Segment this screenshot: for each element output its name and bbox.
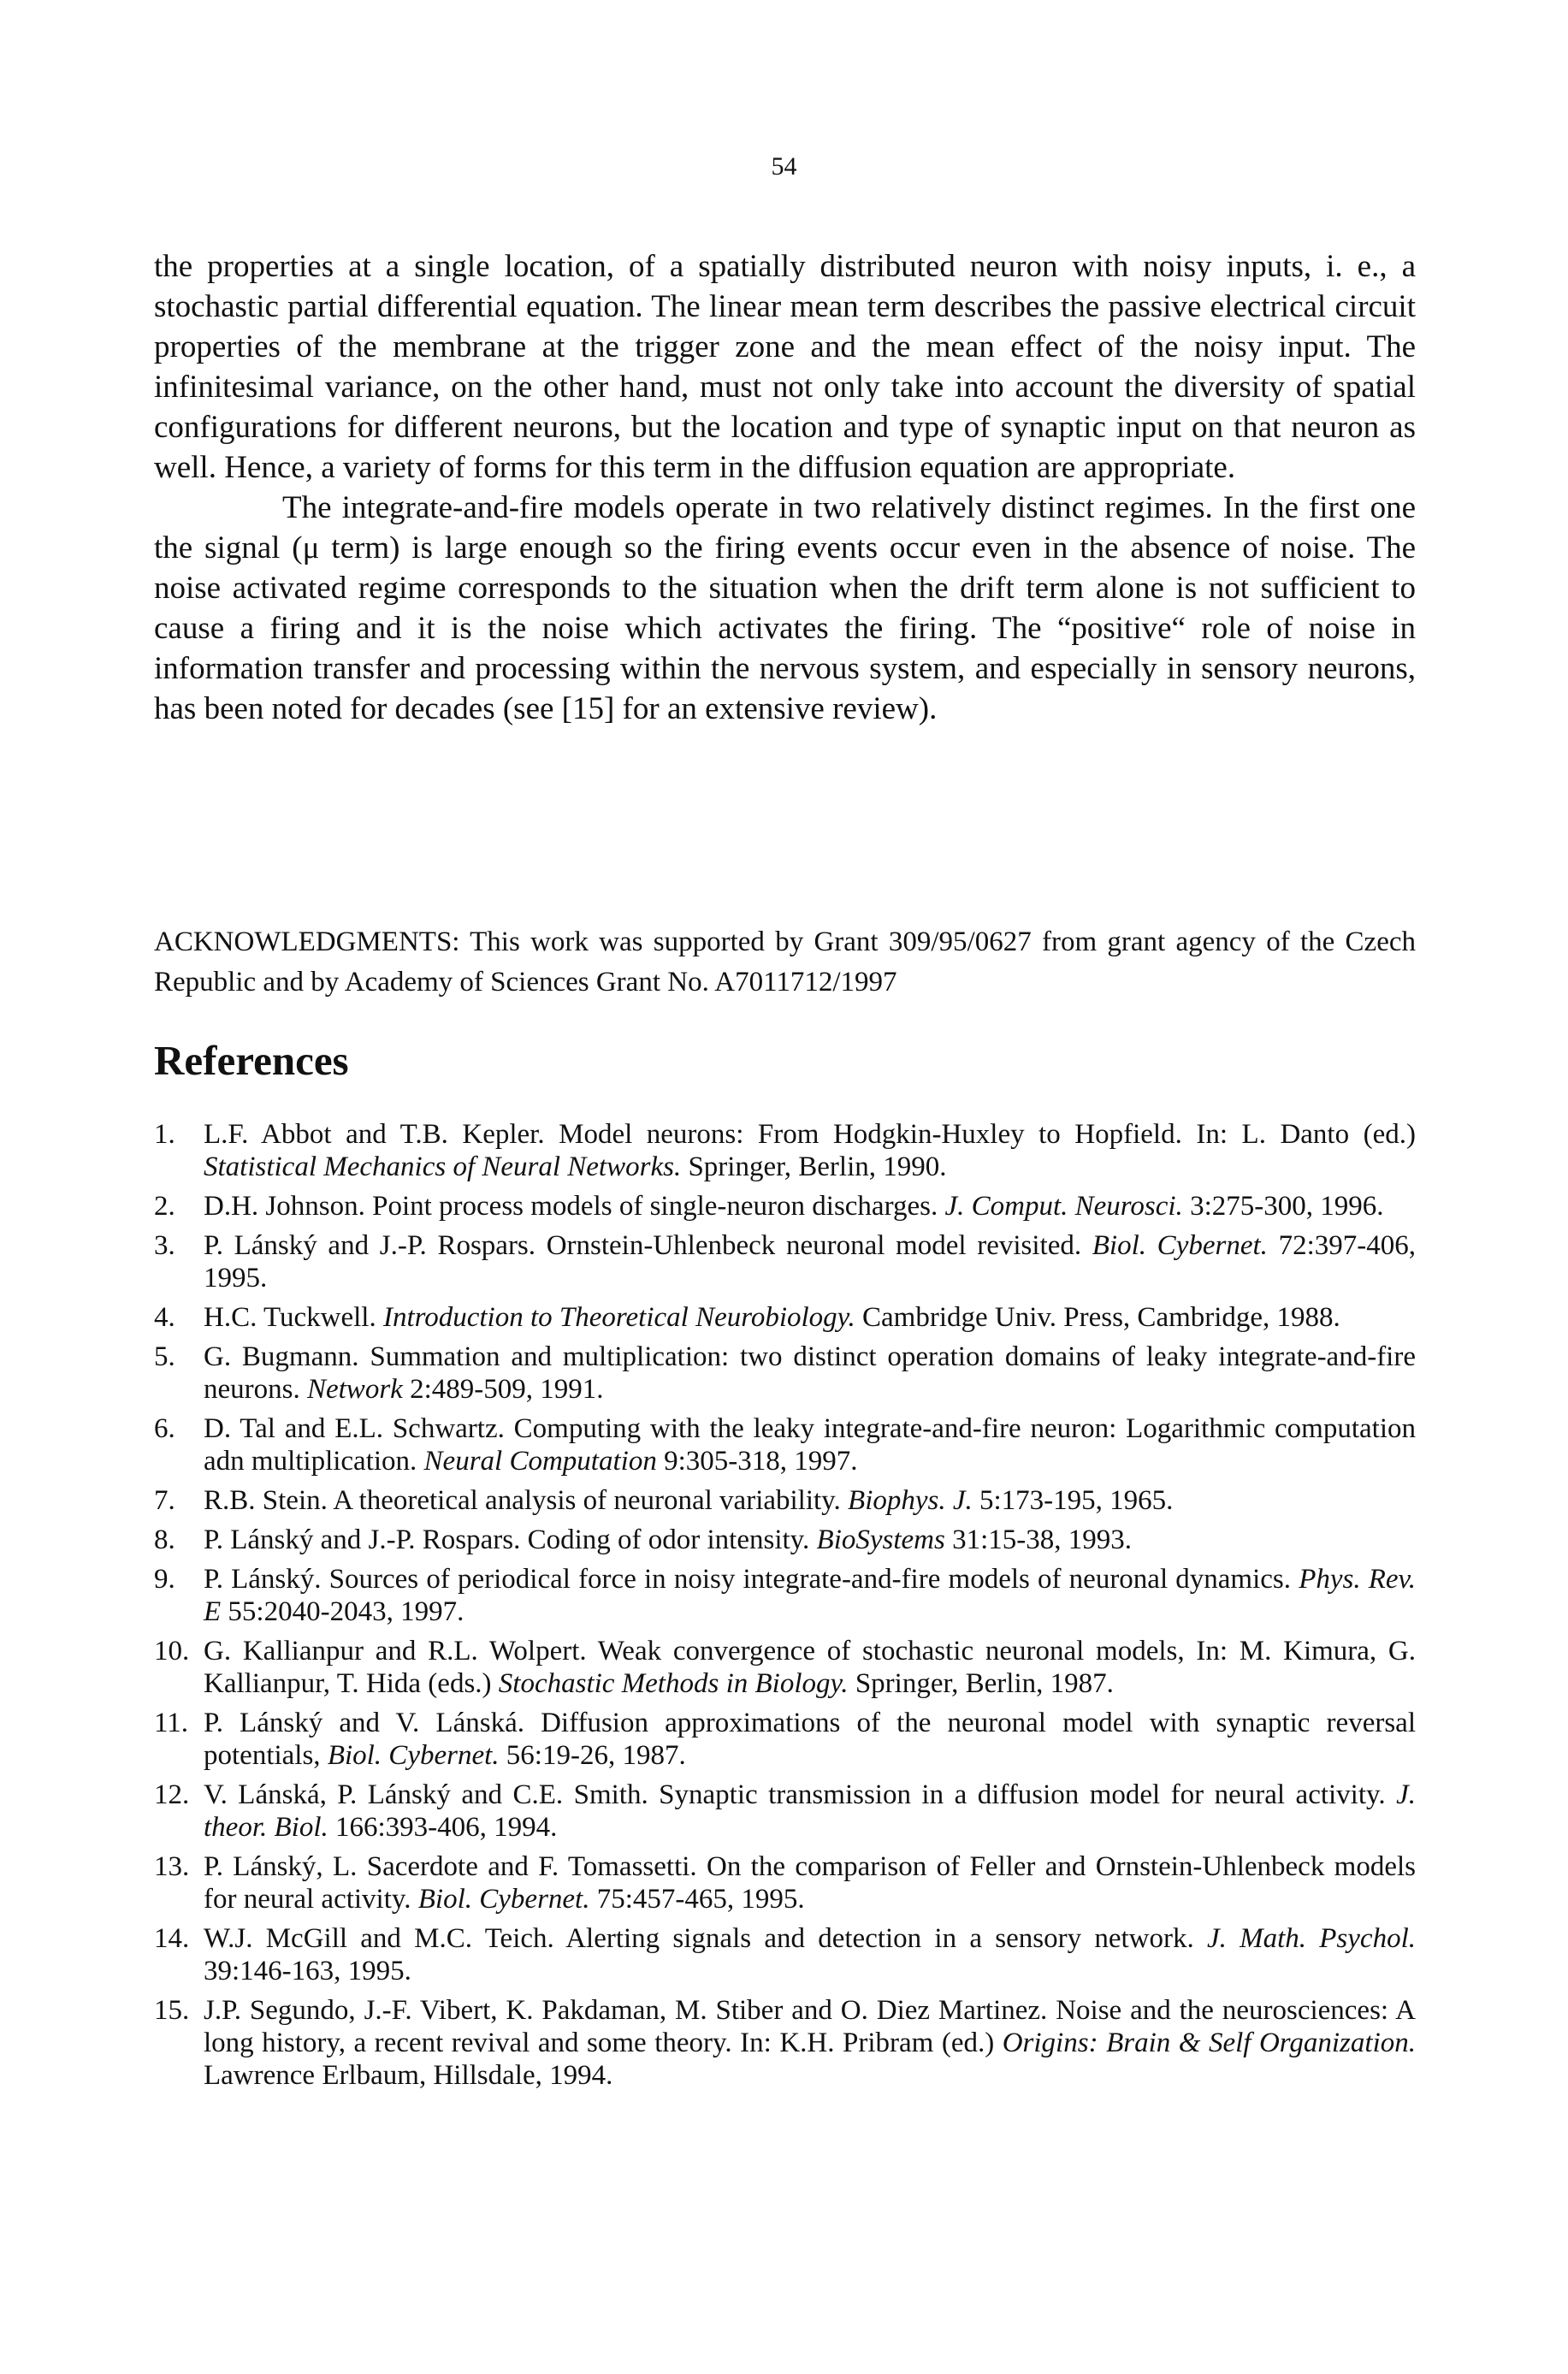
- reference-item: [154, 1563, 1416, 1628]
- reference-number: 13.: [154, 1851, 190, 1882]
- reference-number: 10.: [154, 1636, 190, 1667]
- reference-number: 15.: [154, 1995, 190, 2026]
- reference-list: [154, 1118, 1416, 2099]
- reference-item: [154, 1484, 1416, 1517]
- reference-item: [154, 1850, 1416, 1915]
- reference-number: 5.: [154, 1341, 175, 1372]
- reference-text: H.C. Tuckwell. Introduction to Theoretical Neurobiology. Cambridge Univ. Press, Cambridge, 1988.: [204, 1302, 1340, 1333]
- reference-text: D.H. Johnson. Point process models of single-neuron discharges. J. Comput. Neurosci. 3:275-300, 1996.: [204, 1191, 1384, 1222]
- reference-number: 7.: [154, 1485, 175, 1516]
- paragraph-2: The integrate-and-fire models operate in two relatively distinct regimes. In the first one the signal (μ term) is large enough so the firing events occur even in the absence of noise. The noise activated regime corresponds to the situation when the drift term alone is not sufficient to cause a firing and it is the noise which activates the firing. The “positive“ role of noise in information transfer and processing within the nervous system, and especially in sensory neurons, has been noted for decades (see [15] for an extensive review).: [154, 490, 1416, 726]
- reference-text: V. Lánská, P. Lánský and C.E. Smith. Synaptic transmission in a diffusion model for neural activity. J. theor. Biol. 166:393-406, 1994.: [204, 1779, 1416, 1843]
- reference-item: [154, 1779, 1416, 1844]
- reference-number: 11.: [154, 1708, 189, 1738]
- reference-item: [154, 1994, 1416, 2092]
- acknowledgments: ACKNOWLEDGMENTS: This work was supported by Grant 309/95/0627 from grant agency of the Czech Republic and by Academy of Sciences Grant No. A7011712/1997: [154, 927, 1416, 998]
- reference-text: L.F. Abbot and T.B. Kepler. Model neurons: From Hodgkin-Huxley to Hopfield. In: L. Danto (ed.) Statistical Mechanics of Neural Networks. Springer, Berlin, 1990.: [204, 1119, 1416, 1182]
- reference-text: P. Lánský. Sources of periodical force in noisy integrate-and-fire models of neuronal dynamics. Phys. Rev. E 55:2040-2043, 1997.: [204, 1564, 1417, 1627]
- reference-text: P. Lánský and V. Lánská. Diffusion approximations of the neuronal model with synaptic reversal potentials, Biol. Cybernet. 56:19-26, 1987.: [204, 1708, 1416, 1771]
- paragraph-1: the properties at a single location, of a spatially distributed neuron with noisy inputs, i. e., a stochastic partial differential equation. The linear mean term describes the passive electrical circuit properties of the membrane at the trigger zone and the mean effect of the noisy input. The infinitesimal variance, on the other hand, must not only take into account the diversity of spatial configurations for different neurons, but the location and type of synaptic input on that neuron as well. Hence, a variety of forms for this term in the diffusion equation are appropriate.: [154, 249, 1416, 485]
- reference-item: [154, 1524, 1416, 1556]
- reference-text: G. Kallianpur and R.L. Wolpert. Weak convergence of stochastic neuronal models, In: M. Kimura, G. Kallianpur, T. Hida (eds.) Stochastic Methods in Biology. Springer, Berlin, 1987.: [204, 1636, 1416, 1699]
- reference-number: 4.: [154, 1302, 175, 1333]
- reference-text: P. Lánský and J.-P. Rospars. Coding of odor intensity. BioSystems 31:15-38, 1993.: [204, 1524, 1133, 1555]
- reference-number: 14.: [154, 1923, 190, 1954]
- reference-number: 6.: [154, 1413, 175, 1444]
- reference-item: [154, 1635, 1416, 1700]
- reference-number: 3.: [154, 1230, 175, 1261]
- reference-number: 1.: [154, 1119, 175, 1150]
- reference-text: P. Lánský and J.-P. Rospars. Ornstein-Uhlenbeck neuronal model revisited. Biol. Cybernet. 72:397-406, 1995.: [204, 1230, 1416, 1294]
- reference-number: 8.: [154, 1524, 175, 1555]
- reference-text: J.P. Segundo, J.-F. Vibert, K. Pakdaman, M. Stiber and O. Diez Martinez. Noise and the neurosciences: A long history, a recent revival and some theory. In: K.H. Pribram (ed.) Origins: Brain & Self Organization. Lawrence Erlbaum, Hillsdale, 1994.: [204, 1995, 1416, 2091]
- body-text: [154, 246, 1416, 729]
- reference-number: 2.: [154, 1191, 175, 1222]
- reference-item: [154, 1707, 1416, 1772]
- references-heading: References: [154, 1037, 349, 1084]
- reference-item: [154, 1301, 1416, 1334]
- reference-text: P. Lánský, L. Sacerdote and F. Tomassetti. On the comparison of Feller and Ornstein-Uhlenbeck models for neural activity. Biol. Cybernet. 75:457-465, 1995.: [204, 1851, 1416, 1915]
- reference-item: [154, 1190, 1416, 1223]
- reference-number: 9.: [154, 1564, 175, 1595]
- reference-item: [154, 1118, 1416, 1183]
- reference-item: [154, 1922, 1416, 1987]
- page-number: 54: [771, 152, 797, 181]
- reference-text: W.J. McGill and M.C. Teich. Alerting signals and detection in a sensory network. J. Math. Psychol. 39:146-163, 1995.: [204, 1923, 1416, 1986]
- reference-text: R.B. Stein. A theoretical analysis of neuronal variability. Biophys. J. 5:173-195, 1965.: [204, 1485, 1174, 1516]
- reference-item: [154, 1341, 1416, 1406]
- reference-text: G. Bugmann. Summation and multiplication: two distinct operation domains of leaky integrate-and-fire neurons. Network 2:489-509, 1991.: [204, 1341, 1416, 1405]
- reference-text: D. Tal and E.L. Schwartz. Computing with the leaky integrate-and-fire neuron: Logarithmic computation adn multiplication. Neural Computation 9:305-318, 1997.: [204, 1413, 1416, 1477]
- reference-item: [154, 1229, 1416, 1294]
- reference-item: [154, 1412, 1416, 1477]
- reference-number: 12.: [154, 1779, 190, 1810]
